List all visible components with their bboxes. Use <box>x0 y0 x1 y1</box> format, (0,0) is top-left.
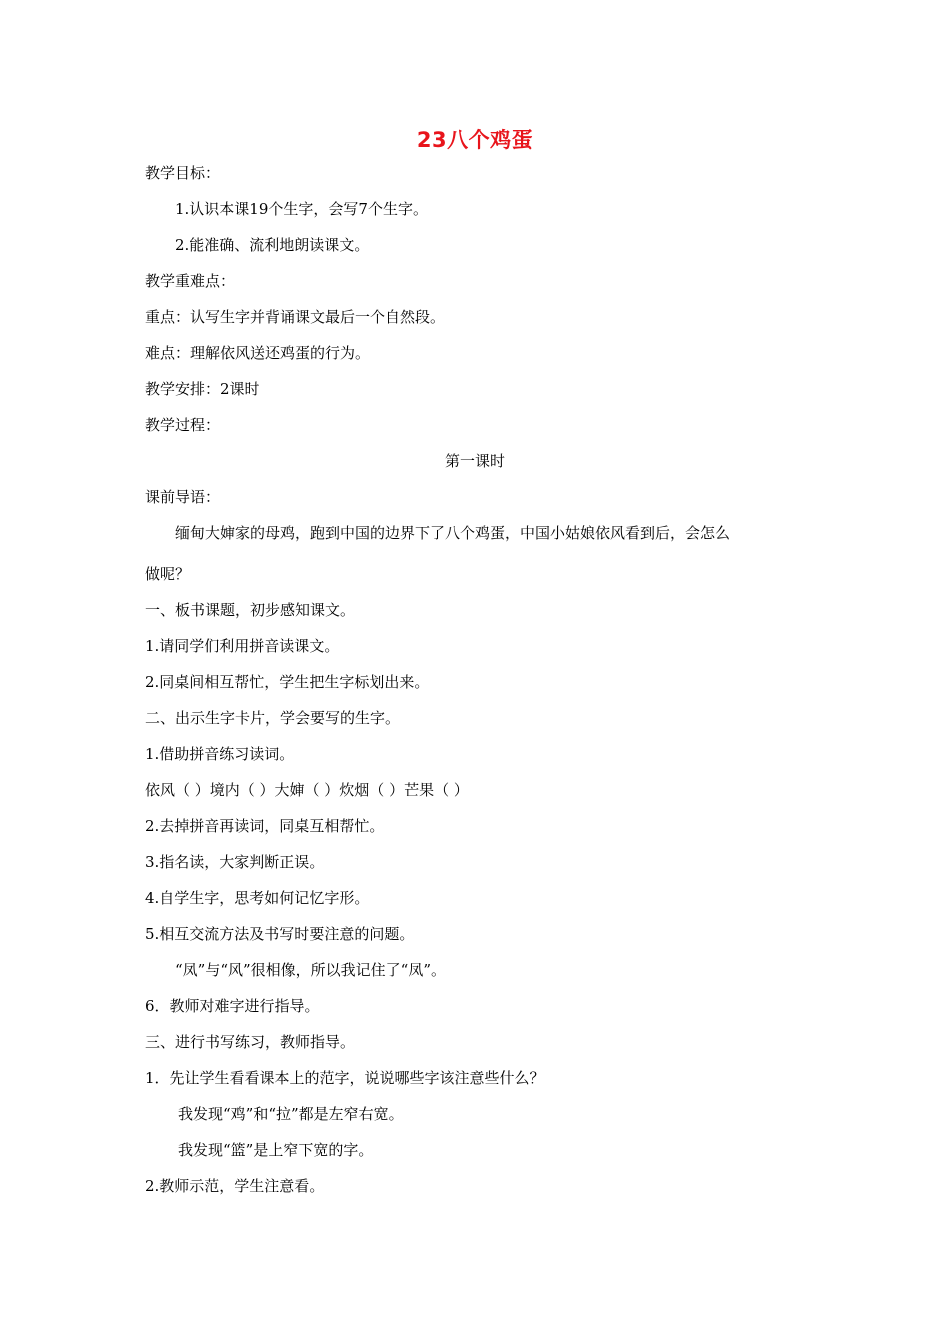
period-heading: 第一课时 <box>444 452 505 470</box>
difficult-point: 难点：理解依风送还鸡蛋的行为。 <box>145 344 371 362</box>
step-three-heading: 三、进行书写练习，教师指导。 <box>145 1033 356 1051</box>
step-one-item-1: 1.请同学们利用拼音读课文。 <box>145 637 340 655</box>
step-two-item-6: 6．教师对难字进行指导。 <box>145 997 320 1015</box>
step-two-item-3: 3.指名读，大家判断正误。 <box>145 853 325 871</box>
step-three-item-1: 1．先让学生看看课本上的范字，说说哪些字该注意些什么？ <box>145 1069 545 1087</box>
lesson-title: 23八个鸡蛋 <box>416 128 534 152</box>
step-three-item-2: 2.教师示范，学生注意看。 <box>145 1177 325 1195</box>
goal-item-1: 1.认识本课19个生字，会写7个生字。 <box>175 200 428 218</box>
step-one-item-2: 2.同桌间相互帮忙，学生把生字标划出来。 <box>145 673 430 691</box>
key-point: 重点：认写生字并背诵课文最后一个自然段。 <box>145 308 446 326</box>
step-two-item-2: 2.去掉拼音再读词，同桌互相帮忙。 <box>145 817 385 835</box>
step-one-heading: 一、板书课题，初步感知课文。 <box>145 601 356 619</box>
section-heading-goals: 教学目标： <box>145 164 221 182</box>
word-blanks-row: 依风（ ）境内（ ）大婶（ ）炊烟（ ）芒果（ ） <box>145 781 469 799</box>
student-example-1: “凤”与“风”很相像，所以我记住了“凤”。 <box>175 961 447 979</box>
step-two-item-5: 5.相互交流方法及书写时要注意的问题。 <box>145 925 415 943</box>
student-example-3: 我发现“篮”是上窄下宽的字。 <box>178 1141 374 1159</box>
section-heading-process: 教学过程： <box>145 416 221 434</box>
schedule-line: 教学安排：2课时 <box>145 380 260 398</box>
step-two-heading: 二、出示生字卡片，学会要写的生字。 <box>145 709 401 727</box>
intro-paragraph: 缅甸大婶家的母鸡，跑到中国的边界下了八个鸡蛋，中国小姑娘依风看到后，会怎么 <box>175 524 731 542</box>
step-two-item-4: 4.自学生字，思考如何记忆字形。 <box>145 889 370 907</box>
student-example-2: 我发现“鸡”和“拉”都是左窄右宽。 <box>178 1105 404 1123</box>
step-two-item-1: 1.借助拼音练习读词。 <box>145 745 295 763</box>
intro-heading: 课前导语： <box>145 488 221 506</box>
intro-paragraph-cont: 做呢？ <box>145 565 191 583</box>
goal-item-2: 2.能准确、流利地朗读课文。 <box>175 236 370 254</box>
section-heading-key-points: 教学重难点： <box>145 272 236 290</box>
